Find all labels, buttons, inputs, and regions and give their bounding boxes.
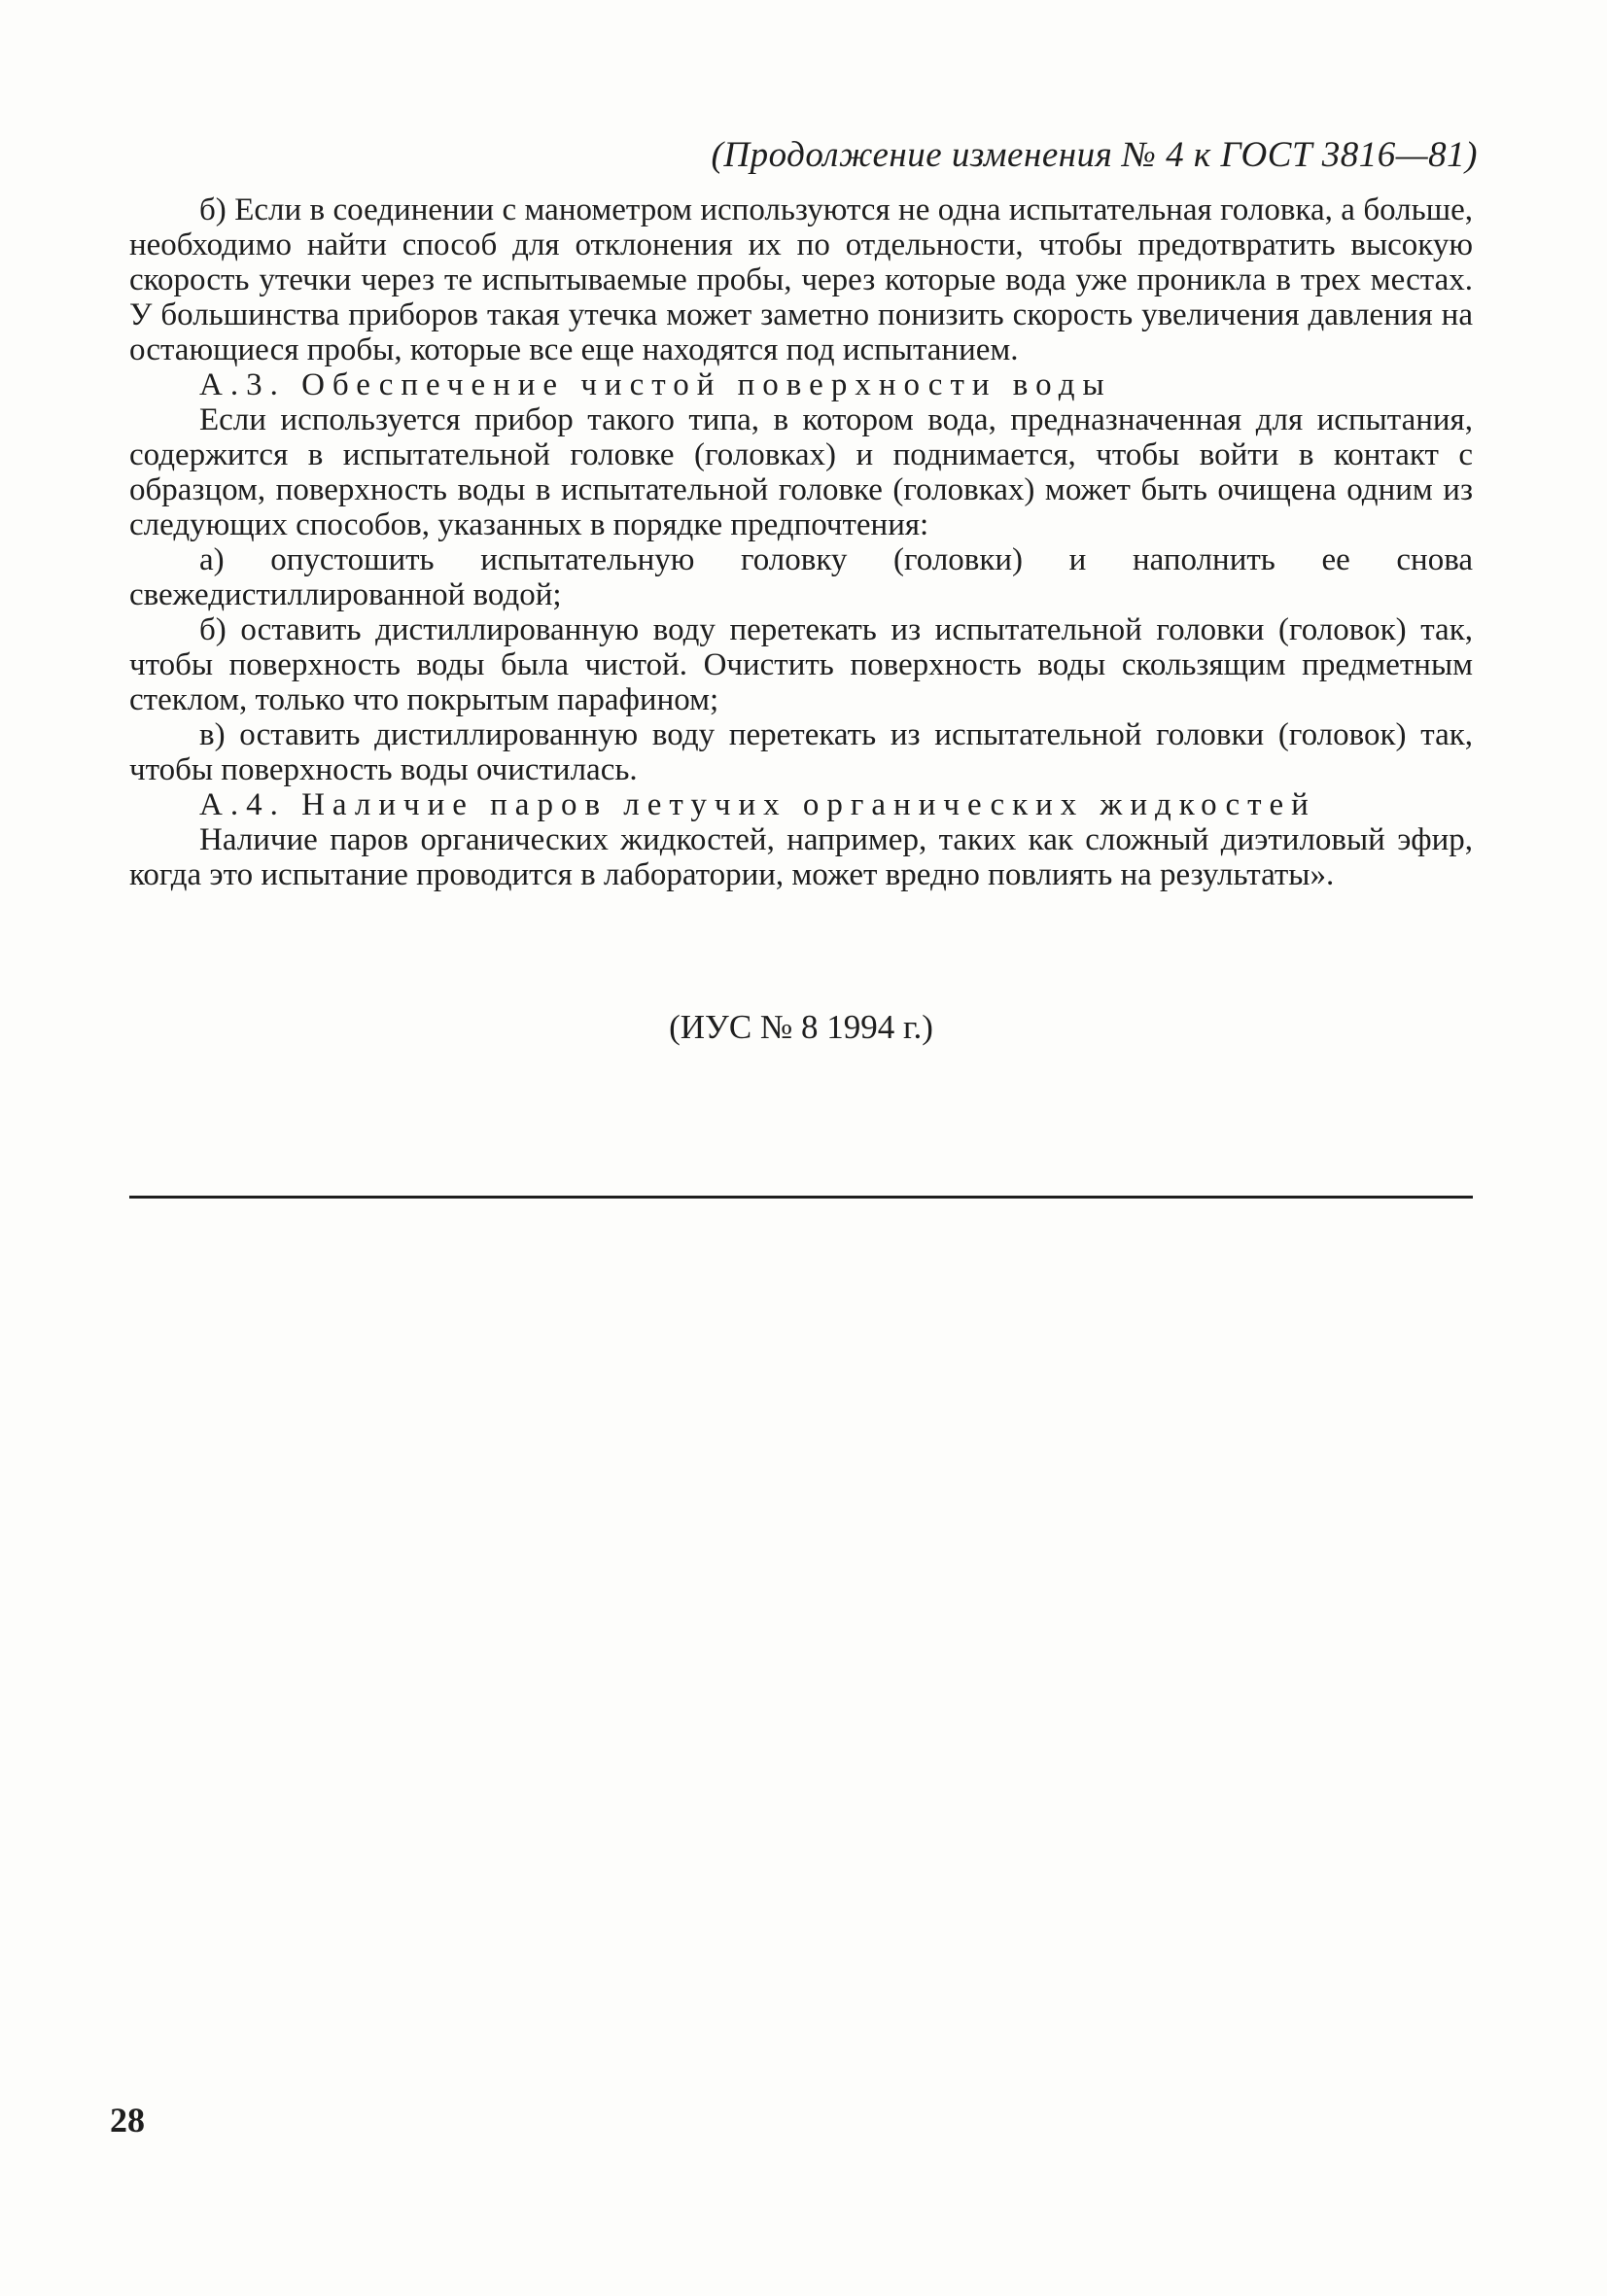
source-note: (ИУС № 8 1994 г.)	[669, 1008, 933, 1046]
paragraph-a3-option-b: б) оставить дистиллированную воду перетекать из испытательной головки (головок) так, чтобы поверхность воды была чистой. Очистить поверхность воды скользящим предметным стеклом, только что покрытым парафином;	[129, 612, 1473, 717]
document-body	[129, 192, 1473, 892]
section-heading-a4: А.4. Наличие паров летучих органических жидкостей	[199, 787, 1316, 822]
horizontal-divider	[129, 1196, 1473, 1199]
paragraph-a4-vapors: Наличие паров органических жидкостей, например, таких как сложный диэтиловый эфир, когда это испытание проводится в лаборатории, может вредно повлиять на результаты».	[129, 822, 1473, 892]
page-number: 28	[110, 2101, 145, 2139]
paragraph-a3-option-a: а) опустошить испытательную головку (головки) и наполнить ее снова свежедистиллированной водой;	[129, 542, 1473, 612]
paragraph-a3-option-c: в) оставить дистиллированную воду перетекать из испытательной головки (головок) так, чтобы поверхность воды очистилась.	[129, 717, 1473, 787]
paragraph-a3-intro: Если используется прибор такого типа, в котором вода, предназначенная для испытания, содержится в испытательной головке (головках) и поднимается, чтобы войти в контакт с образцом, поверхность воды в испытательной головке (головках) может быть очищена одним из следующих способов, указанных в порядке предпочтения:	[129, 402, 1473, 542]
paragraph-b-multiple-heads: б) Если в соединении с манометром используются не одна испытательная головка, а больше, необходимо найти способ для отклонения их по отдельности, чтобы предотвратить высокую скорость утечки через те испытываемые пробы, через которые вода уже проникла в трех местах. У большинства приборов такая утечка может заметно понизить скорость увеличения давления на остающиеся пробы, которые все еще находятся под испытанием.	[129, 192, 1473, 367]
continuation-header: (Продолжение изменения № 4 к ГОСТ 3816—81)	[711, 135, 1478, 175]
section-heading-a3: А.3. Обеспечение чистой поверхности воды	[199, 367, 1112, 402]
